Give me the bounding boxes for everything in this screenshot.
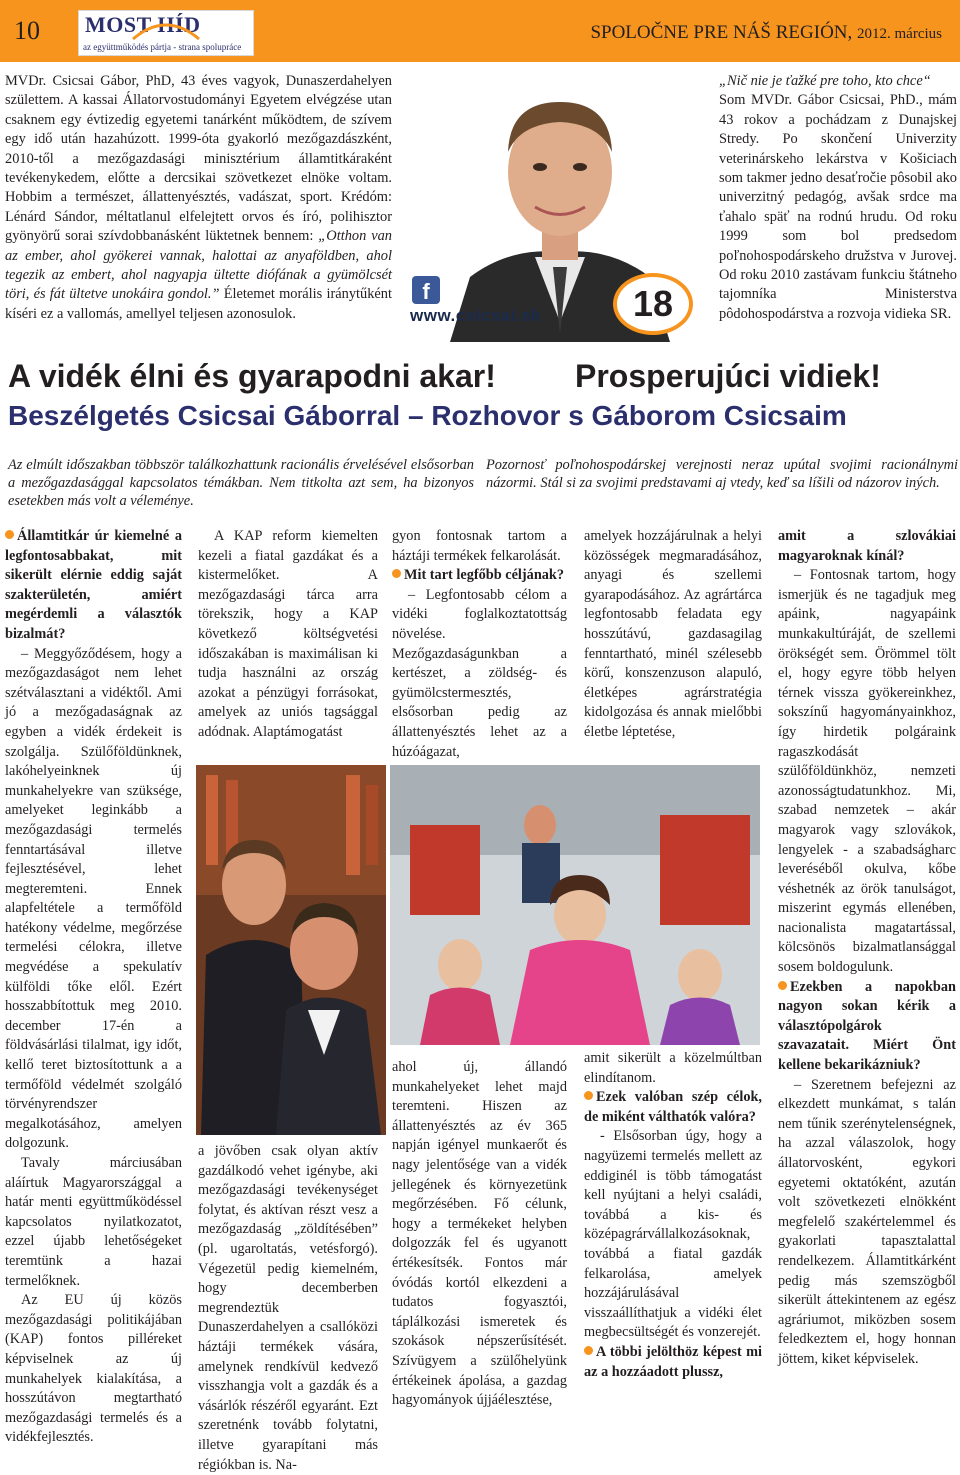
- children-stage-photo: [390, 765, 760, 1045]
- lead-hungarian: Az elmúlt időszakban többször találkozhattunk racionális érvelésével elsősorban a mezőgazdasággal kapcsolatos témákban. Nem titkolta azt sem, ha bizonyos esetekben más volt a véleménye.: [8, 457, 474, 509]
- article-column-3-bottom: [392, 1058, 567, 1411]
- answer-1: – Meggyőződésem, hogy a mezőgazdaságot nem lehet szétválasztani a vidéktől. Ami jó a mezőgadaságnak az egyben a vidék érdekeit is szolgálja. Szülőföldünknek, lakóhelyeinknek új munkahelyekre van szüksége, amelyeket leginkább a mezőgazdasági termelés fenntartásával illetve fejlesztésével, lehet megteremteni. Ennek alapfeltétele a termőföld hatékony védelme, megőrzése termelési célokra, illetve megvédése a spekulatív külföldi tőke elől. Ezért hosszabbítottuk meg 2010. december 17-én a földvásárlási tilalmat, igy időt, kellő teret biztosítottunk a a termőföld védelmét szolgáló törvényrendszer megalkotásához, amelyen dolgozunk.: [5, 645, 182, 1152]
- page-header: [0, 0, 960, 62]
- intro-hu-credo: Krédóm: Lénárd Sándor, méltatlanul elfelejtett orvos és író, polihisztor gyönyörű sorai szívdobbanásként lüktetnek bennem:: [5, 189, 392, 245]
- bullet-dot-icon: [778, 981, 787, 990]
- intro-hu-bio: MVDr. Csicsai Gábor, PhD, 43 éves vagyok, Dunaszerdahelyen születtem. A kassai Állatorvostudományi Egyetem elvégzése utan csaknem egy évtizedig egyetemi tanárként működtem, de szívem egy idő után hazahúzott. 1999-óta gyakorló mezőgazdászként, 2010-től a mezőgazdasági minisztérium államtitkáraként tevékenykedem, előtte a dercsikai szövetkezet elnöke voltam. Hobbim a természet, állattenyésztés, vadászat, sport.: [5, 73, 392, 206]
- intro-sk-quote: „Nič nie je ťažké pre toho, kto chce“: [719, 73, 931, 89]
- answer-1-paragraph-2: Tavaly márciusában aláírtuk Magyarországgal a határ menti együttműködéssel kapcsolatos nyilatkozatot, ezzel újabb lehetőségeket teremtünk a hazai termelőknek.: [5, 1155, 182, 1289]
- most-hid-logo: [78, 10, 254, 56]
- intro-hu-quote: „Otthon van az ember, ahol gyökerei vannak, halottai az anyaföldben, ahol tegezik az embert, ahol nagyapja ültette diófának a gyümölcsét töri, és fát ültetve unokáira gondol.”: [5, 228, 392, 303]
- answer-2: – Legfontosabb célom a vidéki foglalkoztatottság növelése. Mezőgazdaságunkban a kertészet, a zöldség- és gyümölcstermesztés, elsősorban pedig az állattenyésztés lehet az a húzóágazat,: [392, 586, 567, 760]
- candidate-number-badge: 18: [613, 273, 693, 335]
- page-number: 10: [14, 16, 40, 45]
- section-title: [590, 22, 942, 44]
- intro-hungarian: [5, 72, 392, 324]
- column-4-text-1: amit sikerült a közelmúltban elindítanom.: [584, 1050, 762, 1086]
- article-column-2-top: [198, 527, 378, 743]
- bullet-dot-icon: [392, 569, 401, 578]
- subheadline: Beszélgetés Csicsai Gáborral – Rozhovor s Gáborom Csicsaim: [8, 400, 847, 431]
- bullet-dot-icon: [584, 1346, 593, 1355]
- question-1: Államtitkár úr kiemelné a legfontosabbakat, mit sikerült elérnie eddig saját szakterületén, amiért megérdemli a választók bizalmát?: [5, 528, 182, 642]
- article-column-4-top: [584, 527, 762, 743]
- facebook-icon[interactable]: f: [412, 276, 440, 304]
- column-3-text-bottom: ahol új, állandó munkahelyeket lehet majd teremteni. Hiszen az állattenyésztés az év 365 napján igényel munkaerőt és nagy jelentősége van a vidék jellegének és környezetünk megőrzésében. Fő célunk, hogy a termékeket helyben dolgozzák fel és ugyanott értékesítsék. Fontos már óvódás kortól elkezdeni a tudatos fogyasztói, táplálkozási ismeretek és szokások népszerűsítését. Szívügyem a szülőhelyünk értékeinek ápolása, a gazdag hagyományok újjáélesztése,: [392, 1059, 567, 1409]
- intro-hu-end: Életemet morális iránytűként kíséri ez a vallomás, amellyel teljesen azonosulok.: [5, 286, 392, 322]
- column-2-text-top: A KAP reform kiemelten kezeli a fiatal gazdákat és a kistermelőket. A mezőgazdasági tárca arra törekszik, hogy a KAP következő költségvetési időszakában is maximálisan ki tudja használni az ország azokat a pénzügyi forrásokat, amelyek az uniós tagsággal adódnak. Alaptámogatást: [198, 528, 378, 740]
- question-2: Mit tart legfőbb céljának?: [392, 566, 567, 586]
- article-column-3-top: [392, 527, 567, 762]
- article-column-5: [778, 527, 956, 1370]
- website-link[interactable]: www.csicsai.sk: [410, 306, 542, 325]
- answer-5: – Szeretnem befejezni az elkezdett munkámat, s talán nem tűnik szerénytelenségnek, ha azzal válaszolok, hogy állatorvosként, egykori egyetemi oktatóként, azután volt szövetkezeti elnökként megfelelő szakértelemmel és gyakorlati tapasztalattal rendelkezem. Államtitkárként pedig más szemszögből sikerült áttekintenem az egész agráriumot, miközben sosem feledkeztem el, hogy honnan jöttem, kiket képviselek.: [778, 1076, 956, 1367]
- question-4-continued: amit a szlovákiai magyaroknak kínál?: [778, 528, 956, 564]
- photo-two-men: [196, 765, 386, 1135]
- article-column-4-bottom: [584, 1049, 762, 1382]
- headline-hungarian: A vidék élni és gyarapodni akar!: [8, 358, 496, 394]
- bullet-dot-icon: [584, 1091, 593, 1100]
- logo-tagline: az együttműködés pártja - strana spolupráce: [83, 42, 242, 52]
- question-5: Ezekben a napokban nagyon sokan kérik a választópolgárok szavazatait. Miért Önt kellene bekarikázniuk?: [778, 978, 956, 1074]
- issue-date: 2012. március: [857, 26, 942, 42]
- question-3: Ezek valóban szép célok, de miként válthatók valóra?: [584, 1089, 762, 1125]
- section-name: SPOLOČNE PRE NÁŠ REGIÓN,: [590, 22, 853, 43]
- column-2-text-bottom: a jövőben csak olyan aktív gazdálkodó vehet igénybe, aki mezőgazdasági tevékenységet folytat, és aktívan részt vesz a mezőgazdaság „zöldítésében” (pl. ugaroltatás, vetésforgó). Végezetül pedig kiemelném, hogy decemberben megrendeztük Dunaszerdahelyen a csallóközi háztáji termékek vására, amelynek rendkívül kedvező visszhangja volt a gazdák és a vásárlók részéről egyaránt. Ezt szeretnénk tovább folytatni, illetve gyarapítani más régiókban is. Na-: [198, 1143, 378, 1473]
- photo-children-stage: [390, 765, 760, 1045]
- column-4-text-top: amelyek hozzájárulnak a helyi közösségek megmaradásához, anyagi és szellemi gyarapodásához. Az agrártárca legfontosabb feladata egy hosszútávú, gazdasagilag fenntartható, minél szélesebb körű, konszenzuson alapuló, életképes agrárstratégia kidolgozása és annak mielőbbi életbe léptetése,: [584, 528, 762, 740]
- two-men-photo: [196, 765, 386, 1135]
- answer-3: - Elsősorban úgy, hogy a nagyüzemi termelés mellett az eddiginél is több támogatást kell nyújtani a helyi családi, továbbá a kis- és középagrárvállalkozásoknak, továbbá a fiatal gazdák felkarolása, amelyek hozzájárulásával visszaállíthatjuk a vidéki élet megbecsültségét és vonzerejét.: [584, 1128, 762, 1341]
- bullet-dot-icon: [5, 530, 14, 539]
- article-column-1: [5, 527, 182, 1448]
- intro-slovak: [719, 72, 957, 324]
- question-4: A többi jelölthöz képest mi az a hozzáadott plussz,: [584, 1343, 762, 1380]
- bridge-arc-icon: [131, 15, 201, 41]
- article-column-2-bottom: [198, 1142, 378, 1475]
- intro-sk-bio: Som MVDr. Gábor Csicsai, PhD., mám 43 rokov a pochádzam z Dunajskej Stredy. Po skončení Univerzity veterinárskeho lekárstva v Košiciach som takmer jedno desaťročie pôsobil ako univerzitný pedagóg, avšak srdce ma ťahalo späť na rodnú hrudu. Od roku 1999 som bol predsedom poľnohospodárskeho družstva v Jurovej. Od roku 2010 zastávam funkciu štátneho tajomníka Ministerstva pôdohospodárstva a rozvoja vidieka SR.: [719, 92, 957, 322]
- lead-slovak: Pozornosť poľnohospodárskej verejnosti neraz upútal svojimi racionálnymi názormi. Stál si za svojimi predstavami aj vtedy, keď sa líšili od názorov iných.: [486, 457, 958, 491]
- answer-1-paragraph-3: Az EU új közös mezőgazdasági politikájában (KAP) fontos pilléreket képviselnek az új munkahelyek kialakítása, a hosszútávon megtartható mezőgazdasági termelés és a vidékfejlesztés.: [5, 1292, 182, 1446]
- answer-4: – Fontosnak tartom, hogy ismerjük és ne tagadjuk meg apáink, nagyapáink munkakultúráját, de szellemi örökségét sem. Örömmel tölt el, hogy egyre több helyen térnek vissza gyökereinkhez, sokszínű hagyományainkhoz, így hirdetik polgáraink ragaszkodását szülőföldünkhöz, nemzeti azonosságtudatunkhoz. Mi, szabad nemzetek – akár magyarok vagy szlovákok, lengyelek - a szabadságharc leveréséből okulva, kőbe véshetnék az örök tanulságot, miszerint egymás ellenében, nacionalista magatartással, kölcsönös bizalmatlansággal sosem boldogulunk.: [778, 567, 956, 976]
- column-3-text-1: gyon fontosnak tartom a háztáji termékek felkarolását.: [392, 528, 567, 564]
- logo-wordmark: MOST HÍD: [85, 12, 201, 37]
- headline-slovak: Prosperujúci vidiek!: [575, 358, 881, 394]
